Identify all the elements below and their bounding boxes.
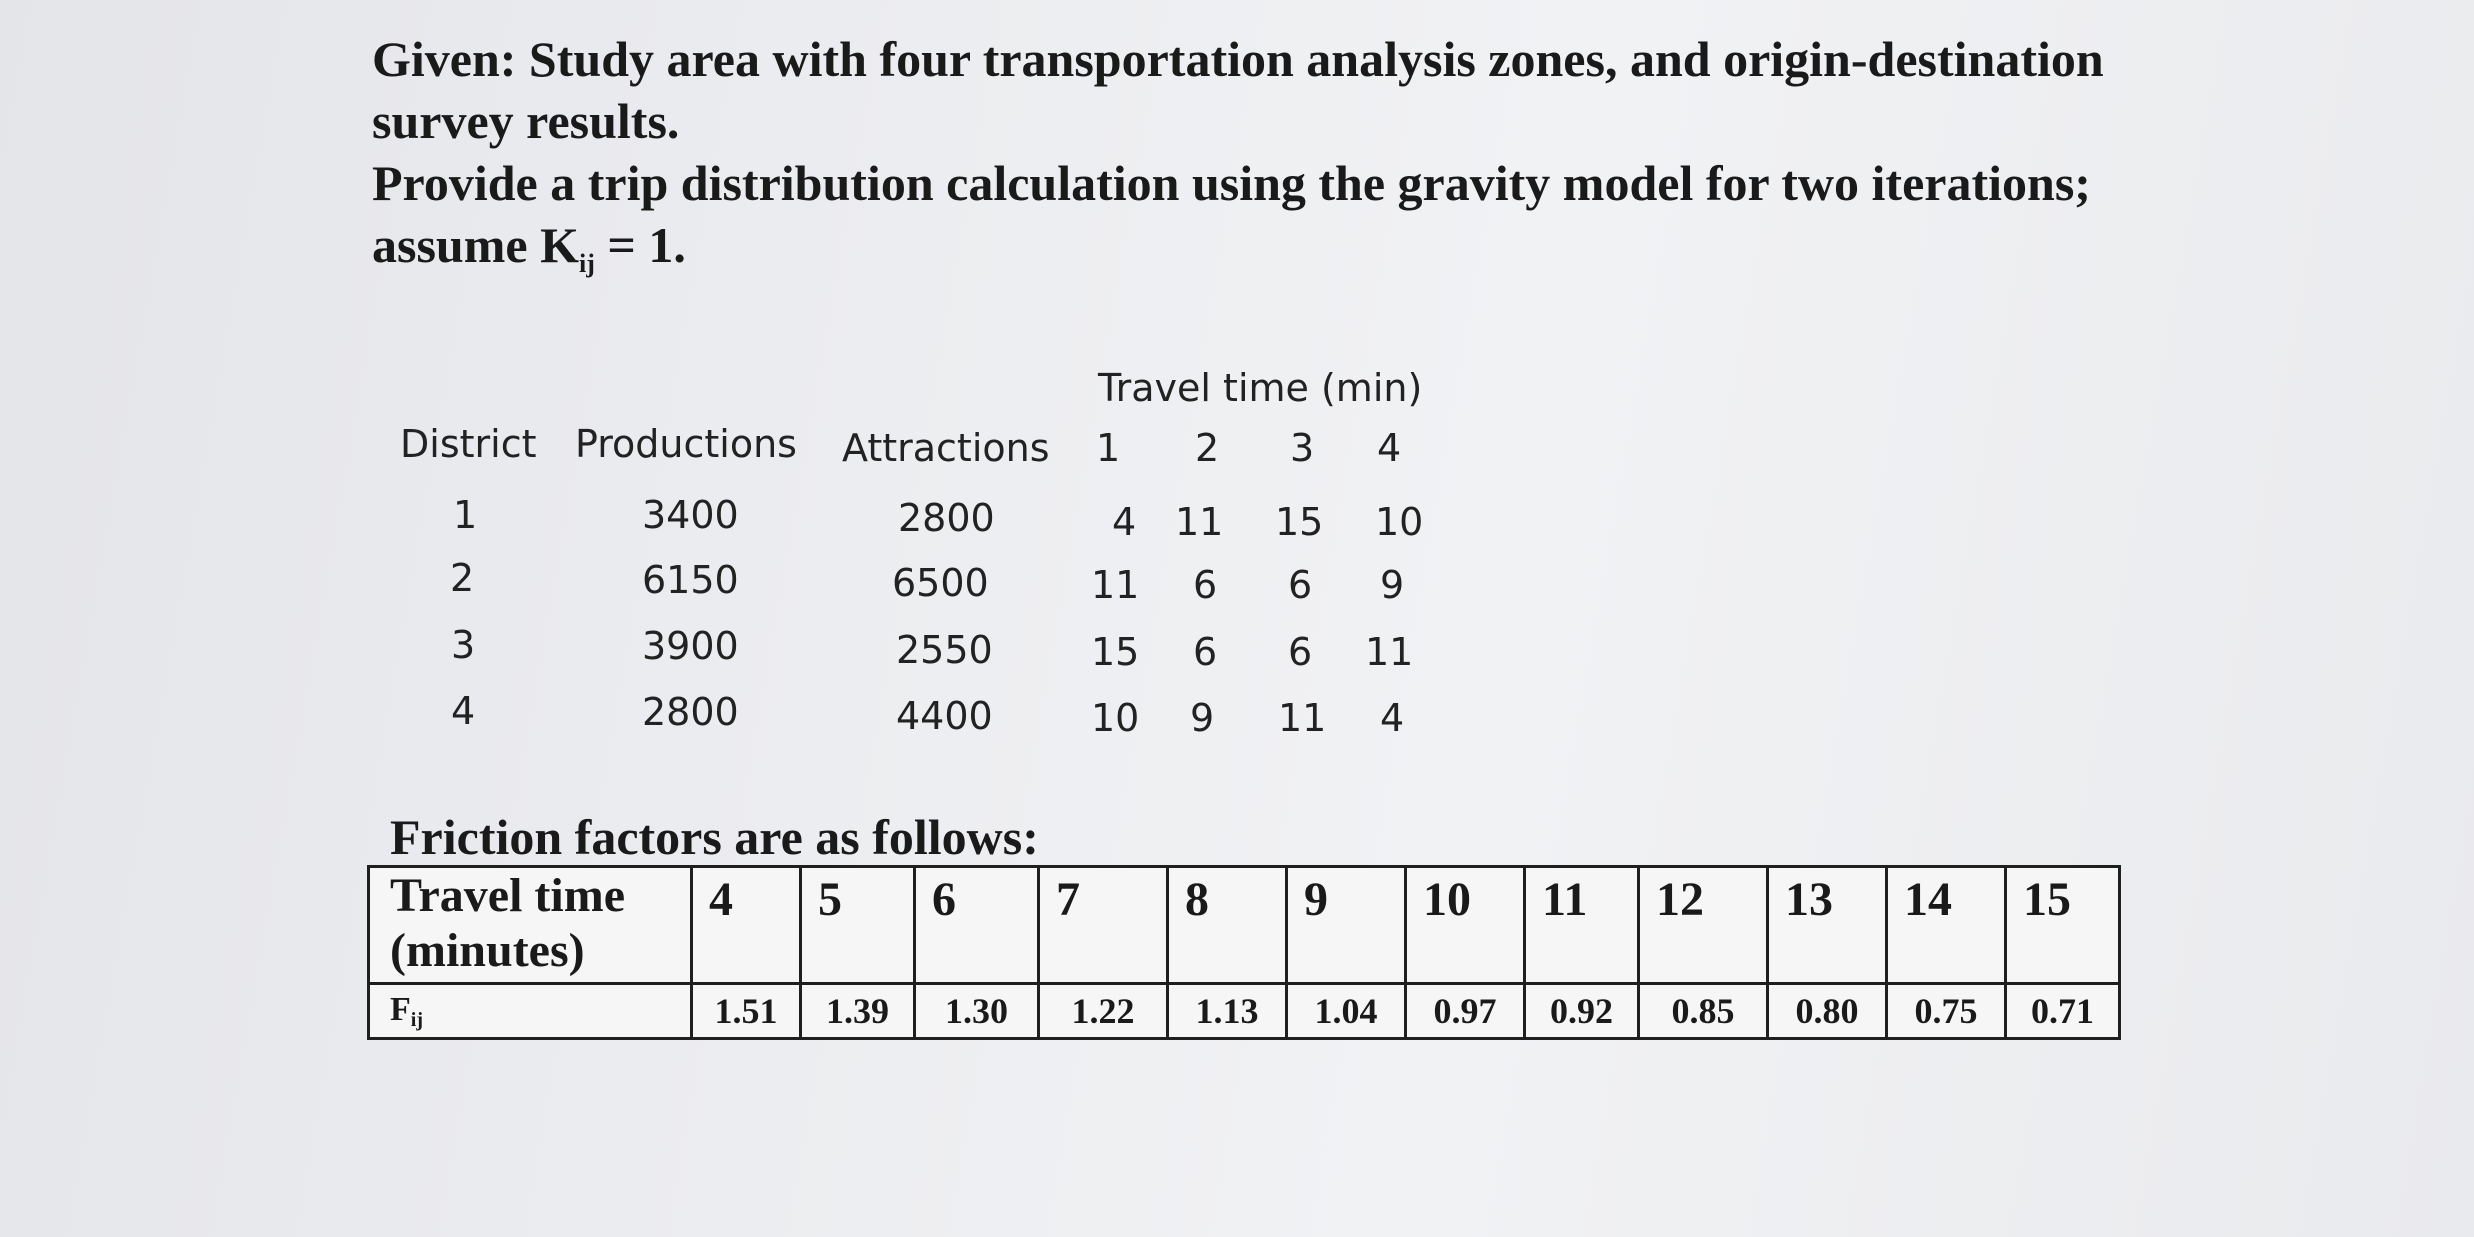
friction-factor-cell: 0.80 <box>1768 984 1887 1039</box>
table-row-4-time-3: 11 <box>1278 696 1327 740</box>
friction-factor-cell: 1.13 <box>1168 984 1287 1039</box>
header-zone-4: 4 <box>1377 426 1402 470</box>
table-row-4-time-1: 10 <box>1091 696 1140 740</box>
header-zone-3: 3 <box>1290 426 1315 470</box>
travel-time-cell: 4 <box>692 867 801 984</box>
table-row-1-time-1: 4 <box>1112 500 1137 544</box>
table-row-3-time-1: 15 <box>1091 630 1140 674</box>
travel-time-cell: 8 <box>1168 867 1287 984</box>
table-row-2-time-2: 6 <box>1193 563 1218 607</box>
table-row-2-productions: 6150 <box>642 558 739 602</box>
header-district: District <box>400 422 537 466</box>
problem-statement <box>372 28 2222 295</box>
friction-factor-cell: 0.97 <box>1406 984 1525 1039</box>
table-row-3-productions: 3900 <box>642 624 739 668</box>
friction-factor-cell: 0.85 <box>1639 984 1768 1039</box>
header-productions: Productions <box>575 422 797 466</box>
table-row-3-time-3: 6 <box>1288 630 1313 674</box>
table-row-1-attractions: 2800 <box>898 496 995 540</box>
travel-time-cell: 6 <box>915 867 1039 984</box>
friction-heading: Friction factors are as follows: <box>390 809 1039 865</box>
table-row-3-time-4: 11 <box>1365 630 1414 674</box>
table-row-1-district: 1 <box>453 493 478 537</box>
friction-factor-cell: 1.04 <box>1287 984 1406 1039</box>
k-subscript: ij <box>578 249 595 278</box>
friction-factor-cell: 0.75 <box>1887 984 2006 1039</box>
table-row-1-time-3: 15 <box>1275 500 1324 544</box>
travel-time-cell: 10 <box>1406 867 1525 984</box>
table-row-1-productions: 3400 <box>642 493 739 537</box>
friction-factor-cell: 1.39 <box>801 984 915 1039</box>
travel-time-header: Travel time (min) <box>1098 366 1423 410</box>
friction-factor-cell: 1.30 <box>915 984 1039 1039</box>
travel-time-label-line-1: Travel time <box>390 869 626 922</box>
provide-prefix: assume K <box>372 217 579 273</box>
provide-line-2 <box>372 214 2222 295</box>
provide-line-1: Provide a trip distribution calculation using the gravity model for two iterations; <box>372 155 2091 211</box>
table-row-3-district: 3 <box>451 623 476 667</box>
table-row-1-time-4: 10 <box>1375 500 1424 544</box>
table-row-2-attractions: 6500 <box>892 561 989 605</box>
travel-time-row <box>369 867 2120 984</box>
table-row-4-time-2: 9 <box>1190 696 1215 740</box>
friction-factor-label-subscript: ij <box>410 1008 423 1031</box>
travel-time-cell: 5 <box>801 867 915 984</box>
friction-factor-cell: 1.51 <box>692 984 801 1039</box>
table-row-4-time-4: 4 <box>1380 696 1405 740</box>
header-attractions: Attractions <box>842 426 1050 470</box>
header-zone-2: 2 <box>1195 426 1220 470</box>
given-line-2: survey results. <box>372 93 680 149</box>
table-row-2-district: 2 <box>450 556 475 600</box>
table-row-4-productions: 2800 <box>642 690 739 734</box>
travel-time-cell: 14 <box>1887 867 2006 984</box>
travel-time-cell: 12 <box>1639 867 1768 984</box>
provide-suffix: = 1. <box>594 217 686 273</box>
friction-factor-cell: 1.22 <box>1039 984 1168 1039</box>
table-row-4-attractions: 4400 <box>896 694 993 738</box>
table-row-2-time-1: 11 <box>1091 563 1140 607</box>
travel-time-cell: 7 <box>1039 867 1168 984</box>
table-row-2-time-4: 9 <box>1380 563 1405 607</box>
table-row-3-attractions: 2550 <box>896 628 993 672</box>
travel-time-cell: 11 <box>1525 867 1639 984</box>
friction-factor-label: Fij <box>369 984 692 1039</box>
friction-factor-cell: 0.71 <box>2006 984 2120 1039</box>
given-line-1: Given: Study area with four transportation analysis zones, and origin-destination <box>372 31 2104 87</box>
table-row-2-time-3: 6 <box>1288 563 1313 607</box>
table-row-4-district: 4 <box>451 689 476 733</box>
table-row-3-time-2: 6 <box>1193 630 1218 674</box>
header-zone-1: 1 <box>1096 426 1121 470</box>
travel-time-cell: 9 <box>1287 867 1406 984</box>
friction-factor-table <box>367 865 2121 1040</box>
travel-time-label <box>369 867 692 984</box>
travel-time-cell: 15 <box>2006 867 2120 984</box>
friction-factor-row <box>369 984 2120 1039</box>
travel-time-label-line-2: (minutes) <box>390 924 585 977</box>
travel-time-cell: 13 <box>1768 867 1887 984</box>
table-row-1-time-2: 11 <box>1175 500 1224 544</box>
friction-factor-cell: 0.92 <box>1525 984 1639 1039</box>
